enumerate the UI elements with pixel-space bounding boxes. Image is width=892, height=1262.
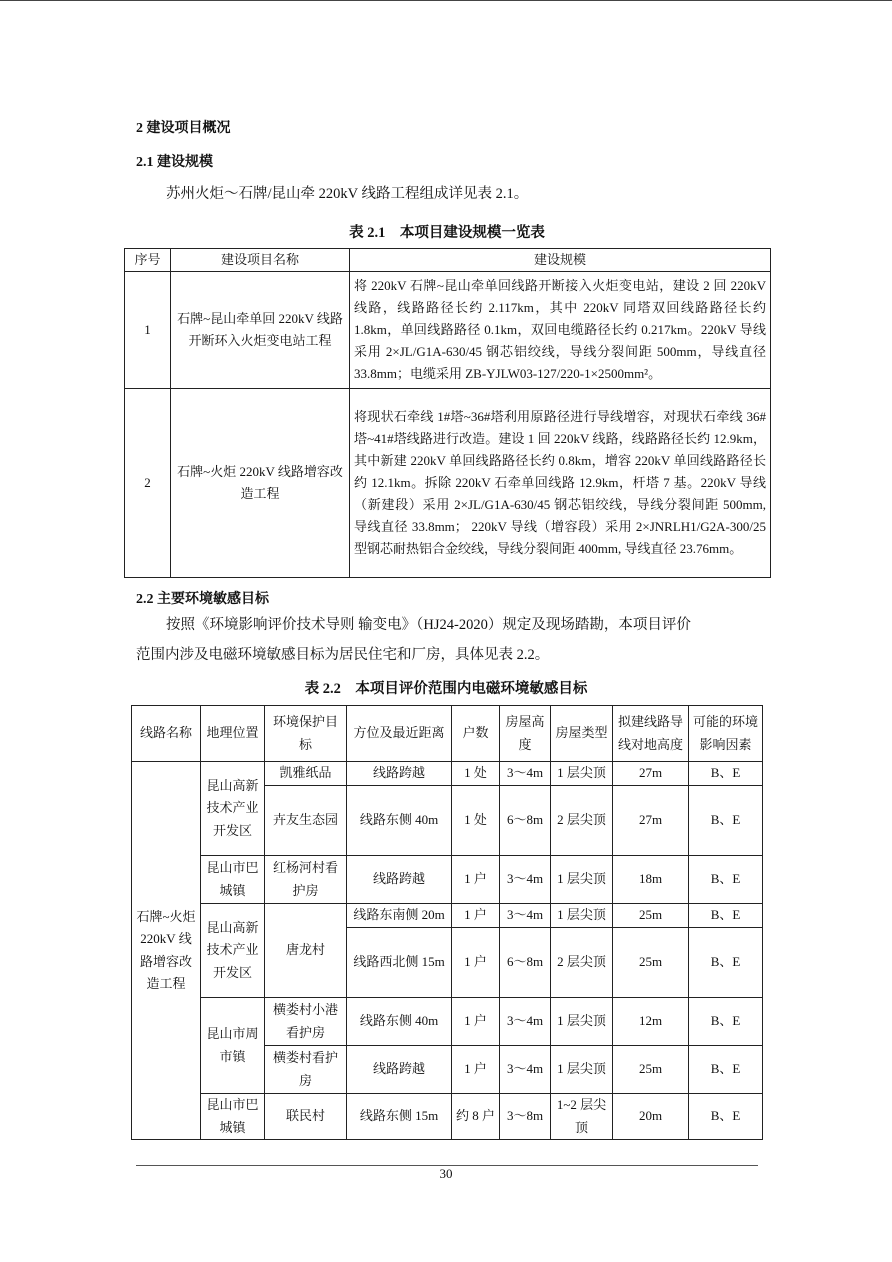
table2-factor: B、E xyxy=(689,786,763,856)
table2-wire-height: 12m xyxy=(613,998,689,1046)
table2-wire-height: 27m xyxy=(613,786,689,856)
table1-row1-desc: 将 220kV 石牌~昆山牵单回线路开断接入火炬变电站，建设 2 回 220kV 线路，线路路径长约 2.117km，其中 220kV 同塔双回线路路径长约 1.8km，单回线路路径 0.1km，双回电缆路径长约 0.217km。220kV 导线采用 2×JL/G1A-630/45 钢芯铝绞线，导线分裂间距 500mm，导线直径 33.8mm；电缆采用 ZB-YJLW03-127/220-1×2500mm²。 xyxy=(350,272,771,389)
table2-target: 横娄村小港看护房 xyxy=(265,998,347,1046)
table2-count: 约 8 户 xyxy=(452,1094,500,1140)
table2-wire-height: 18m xyxy=(613,856,689,904)
table2-header-factor: 可能的环境影响因素 xyxy=(689,706,763,762)
table2-count: 1 户 xyxy=(452,904,500,928)
table2-height: 3～4m xyxy=(500,904,551,928)
table2-distance: 线路跨越 xyxy=(347,856,452,904)
table2-target: 红杨河村看护房 xyxy=(265,856,347,904)
table2-distance: 线路东南侧 20m xyxy=(347,904,452,928)
page-number-wrap xyxy=(0,1166,892,1182)
table2-factor: B、E xyxy=(689,762,763,786)
paragraph-2-2-line2: 范围内涉及电磁环境敏感目标为居民住宅和厂房，具体见表 2.2。 xyxy=(136,647,550,663)
table-2-2 xyxy=(131,705,763,1140)
table2-header-location: 地理位置 xyxy=(201,706,265,762)
table2-count: 1 户 xyxy=(452,998,500,1046)
table2-height: 3～4m xyxy=(500,998,551,1046)
subsection-heading-2-2: 2.2 主要环境敏感目标 xyxy=(136,592,269,607)
table2-distance: 线路东侧 40m xyxy=(347,998,452,1046)
table1-header-scale: 建设规模 xyxy=(350,249,771,272)
table2-count: 1 户 xyxy=(452,1046,500,1094)
table-2-1-caption: 表 2.1 本项目建设规模一览表 xyxy=(349,225,545,241)
table2-wire-height: 27m xyxy=(613,762,689,786)
table2-height: 3～8m xyxy=(500,1094,551,1140)
table2-target: 联民村 xyxy=(265,1094,347,1140)
table-2-2-caption: 表 2.2 本项目评价范围内电磁环境敏感目标 xyxy=(304,681,588,697)
table-2-1 xyxy=(124,248,771,578)
table2-wire-height: 25m xyxy=(613,904,689,928)
section-heading: 2 建设项目概况 xyxy=(136,121,231,136)
table2-factor: B、E xyxy=(689,998,763,1046)
table2-header-target: 环境保护目标 xyxy=(265,706,347,762)
table2-height: 6～8m xyxy=(500,786,551,856)
table2-header-distance: 方位及最近距离 xyxy=(347,706,452,762)
table2-wire-height: 25m xyxy=(613,928,689,998)
table2-factor: B、E xyxy=(689,1046,763,1094)
table1-row2-name: 石牌~火炬 220kV 线路增容改造工程 xyxy=(171,389,350,578)
table2-target: 卉友生态园 xyxy=(265,786,347,856)
table2-location: 昆山高新技术产业开发区 xyxy=(201,762,265,856)
table2-count: 1 处 xyxy=(452,762,500,786)
table2-wire-height: 20m xyxy=(613,1094,689,1140)
table2-location: 昆山市巴城镇 xyxy=(201,1094,265,1140)
table2-factor: B、E xyxy=(689,856,763,904)
table1-row2-no: 2 xyxy=(125,389,171,578)
paragraph-2-1: 苏州火炬～石牌/昆山牵 220kV 线路工程组成详见表 2.1。 xyxy=(166,186,529,202)
table2-height: 6～8m xyxy=(500,928,551,998)
table2-distance: 线路西北侧 15m xyxy=(347,928,452,998)
table2-distance: 线路跨越 xyxy=(347,1046,452,1094)
table2-target: 凯雅纸品 xyxy=(265,762,347,786)
table2-distance: 线路跨越 xyxy=(347,762,452,786)
table2-type: 1 层尖顶 xyxy=(551,856,613,904)
table2-type: 1 层尖顶 xyxy=(551,904,613,928)
table2-header-line: 线路名称 xyxy=(132,706,201,762)
table2-type: 1 层尖顶 xyxy=(551,762,613,786)
table2-factor: B、E xyxy=(689,904,763,928)
table2-type: 2 层尖顶 xyxy=(551,928,613,998)
table2-type: 1 层尖顶 xyxy=(551,1046,613,1094)
table2-location: 昆山高新技术产业开发区 xyxy=(201,904,265,998)
table2-count: 1 户 xyxy=(452,928,500,998)
table2-target: 横娄村看护房 xyxy=(265,1046,347,1094)
table2-height: 3～4m xyxy=(500,1046,551,1094)
page-number: 30 xyxy=(439,1166,453,1181)
table2-header-count: 户数 xyxy=(452,706,500,762)
table2-header-type: 房屋类型 xyxy=(551,706,613,762)
table2-location: 昆山市巴城镇 xyxy=(201,856,265,904)
table2-type: 1 层尖顶 xyxy=(551,998,613,1046)
table1-row1-no: 1 xyxy=(125,272,171,389)
table2-count: 1 处 xyxy=(452,786,500,856)
paragraph-2-2-line1: 按照《环境影响评价技术导则 输变电》（HJ24-2020）规定及现场踏勘，本项目评价 xyxy=(166,617,691,633)
table2-distance: 线路东侧 15m xyxy=(347,1094,452,1140)
table2-height: 3～4m xyxy=(500,856,551,904)
subsection-heading-2-1: 2.1 建设规模 xyxy=(136,155,213,170)
table2-count: 1 户 xyxy=(452,856,500,904)
table2-type: 2 层尖顶 xyxy=(551,786,613,856)
table2-line-name: 石牌~火炬 220kV 线路增容改造工程 xyxy=(132,762,201,1140)
table2-distance: 线路东侧 40m xyxy=(347,786,452,856)
table2-header-wire-height: 拟建线路导线对地高度 xyxy=(613,706,689,762)
table1-row2-desc: 将现状石牵线 1#塔~36#塔利用原路径进行导线增容，对现状石牵线 36#塔~41#塔线路进行改造。建设 1 回 220kV 线路，线路路径长约 12.9km，其中新建 220kV 单回线路路径长约 0.8km，增容 220kV 单回线路路径长约 12.1km。拆除 220kV 石牵单回线路 12.9km，杆塔 7 基。220kV 导线（新建段）采用 2×JL/G1A-630/45 钢芯铝绞线，导线分裂间距 500mm, 导线直径 33.8mm； 220kV 导线（增容段）采用 2×JNRLH1/G2A-300/25 型钢芯耐热铝合金绞线，导线分裂间距 400mm, 导线直径 23.76mm。 xyxy=(350,389,771,578)
table1-header-name: 建设项目名称 xyxy=(171,249,350,272)
table2-wire-height: 25m xyxy=(613,1046,689,1094)
top-border-line xyxy=(0,0,892,1)
table2-factor: B、E xyxy=(689,928,763,998)
table1-header-no: 序号 xyxy=(125,249,171,272)
table2-header-height: 房屋高度 xyxy=(500,706,551,762)
table2-type: 1~2 层尖顶 xyxy=(551,1094,613,1140)
table1-row1-name: 石牌~昆山牵单回 220kV 线路开断环入火炬变电站工程 xyxy=(171,272,350,389)
table2-location: 昆山市周市镇 xyxy=(201,998,265,1094)
table2-target: 唐龙村 xyxy=(265,904,347,998)
table2-height: 3～4m xyxy=(500,762,551,786)
table2-factor: B、E xyxy=(689,1094,763,1140)
